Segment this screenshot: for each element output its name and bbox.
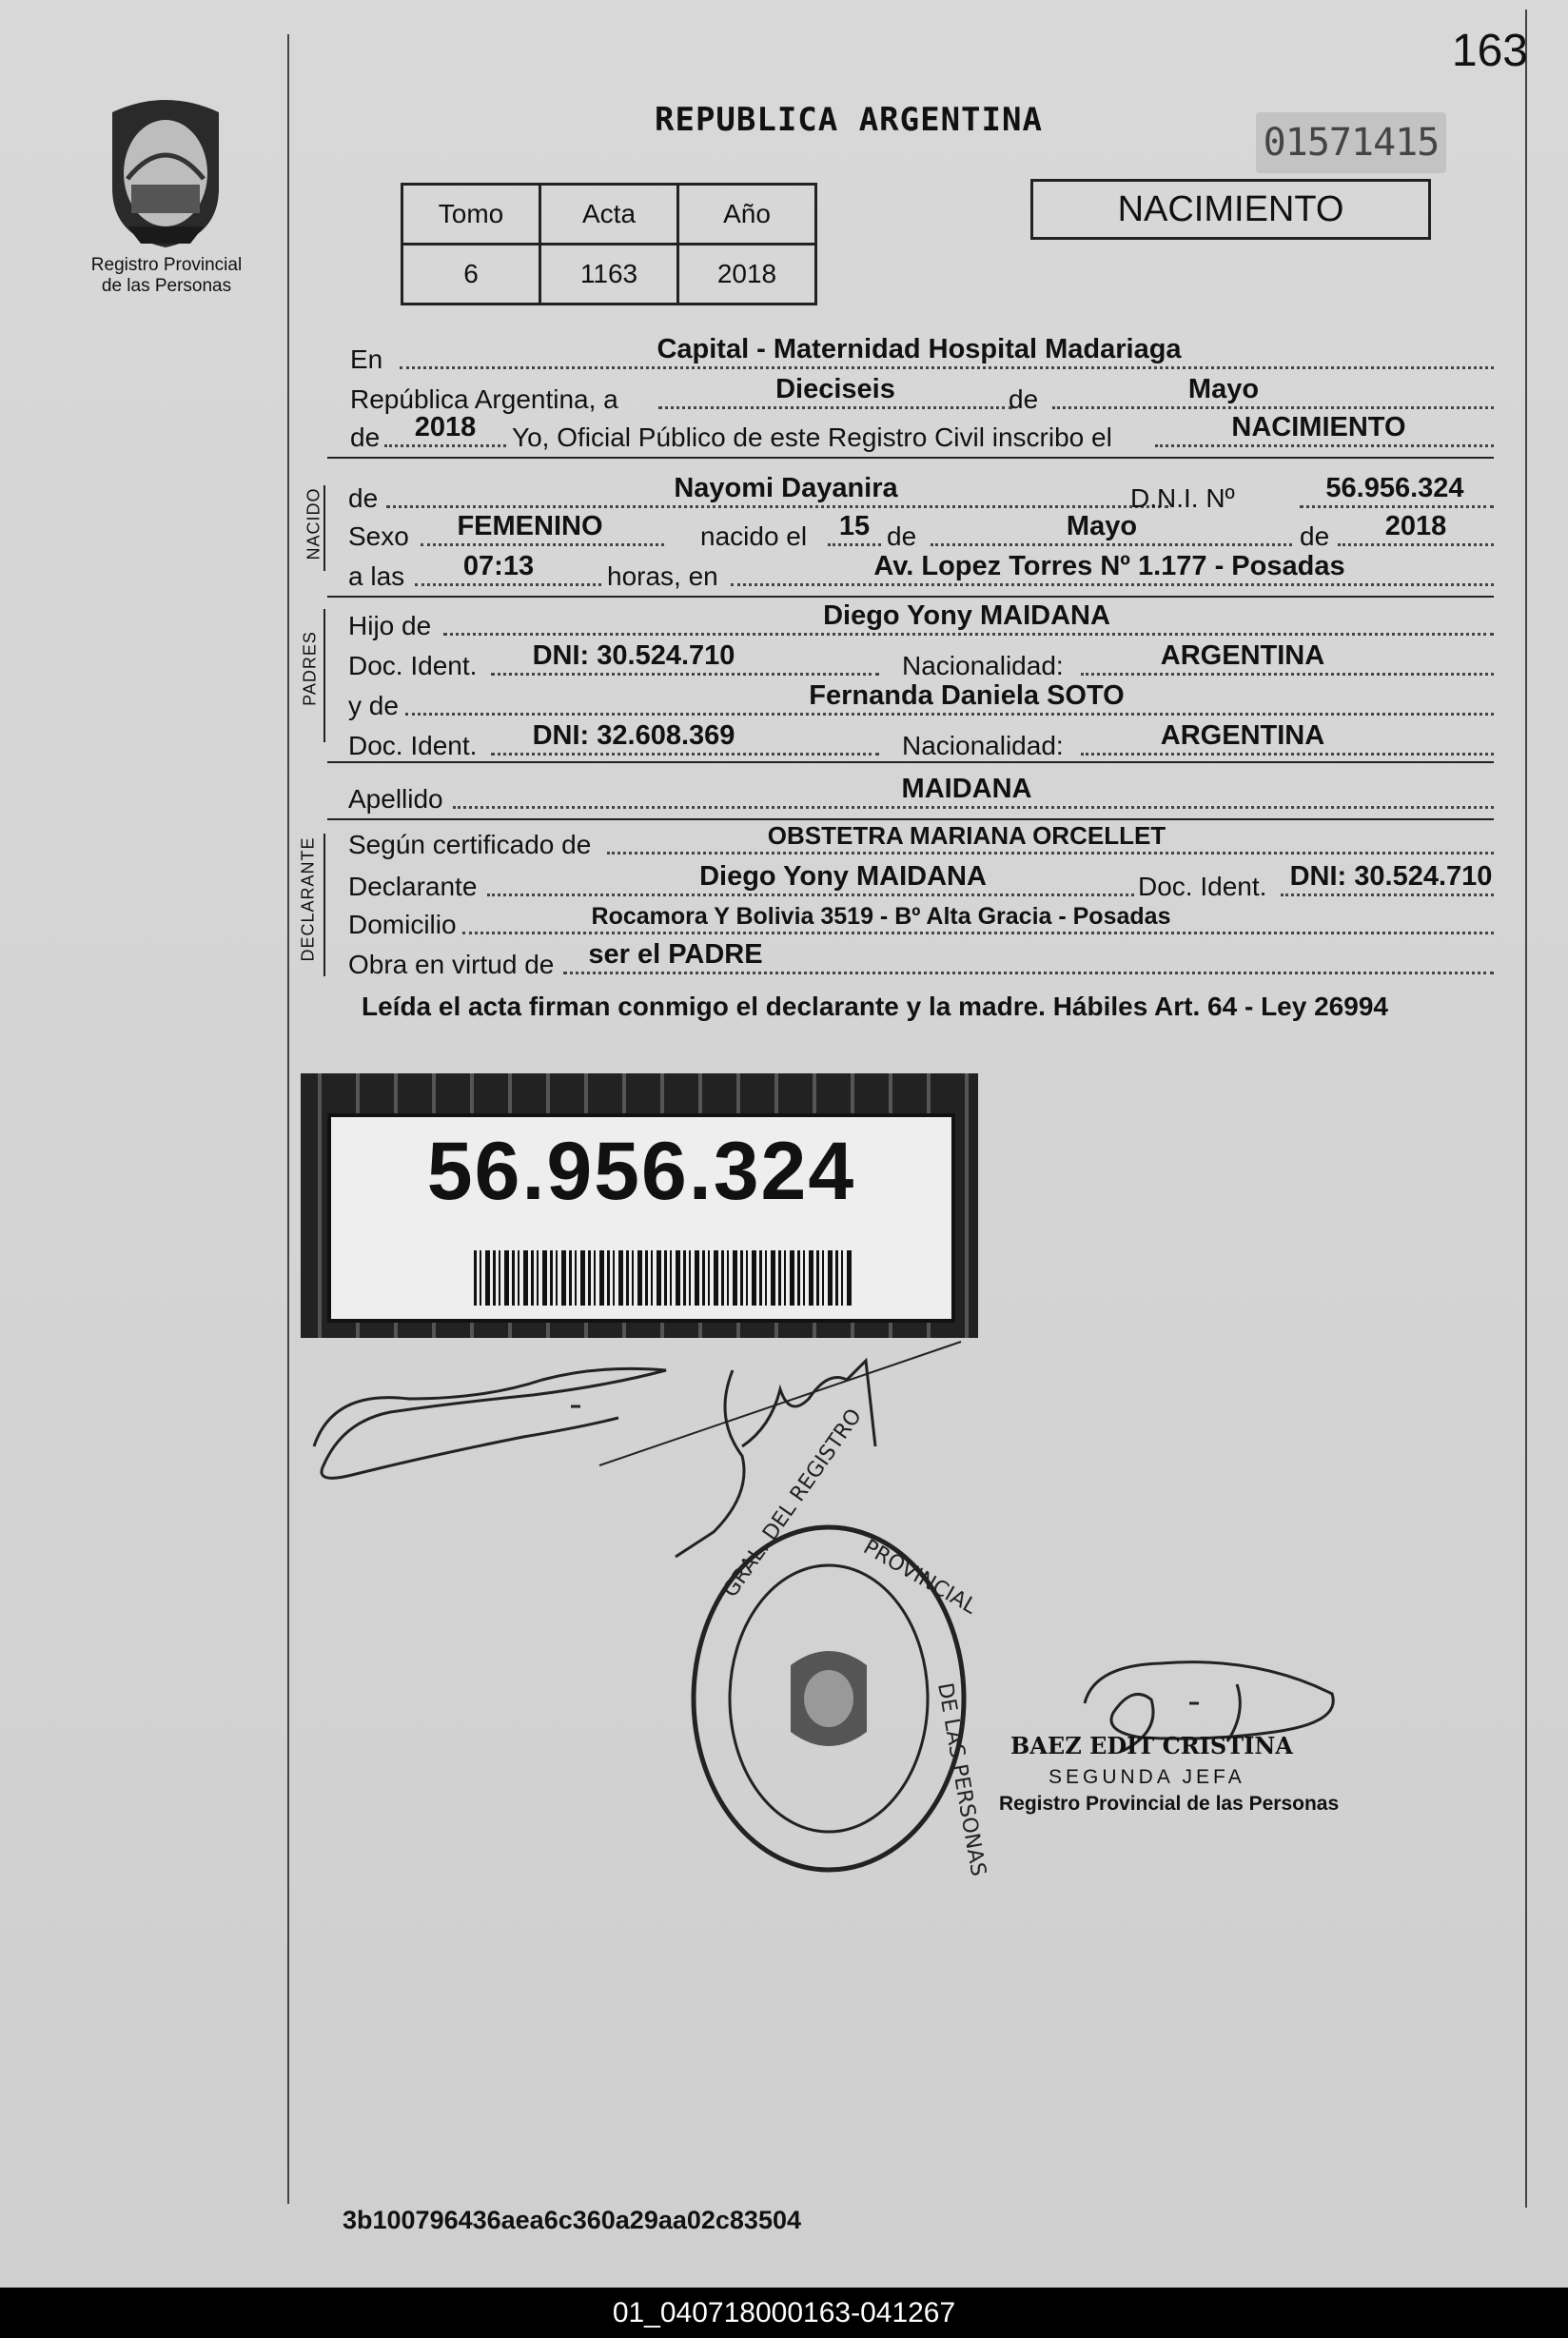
header-tomo: Tomo — [402, 185, 540, 245]
document-hash: 3b100796436aea6c360a29aa02c83504 — [343, 2206, 801, 2234]
section-bracket — [323, 485, 325, 571]
label-father-doc: Doc. Ident. — [348, 651, 478, 680]
row-certificado — [348, 822, 1494, 860]
label-declarante-doc: Doc. Ident. — [1138, 872, 1267, 901]
certificado-value: OBSTETRA MARIANA ORCELLET — [767, 821, 1166, 850]
left-margin-rule — [287, 34, 289, 2204]
label-dni: D.N.I. Nº — [1130, 483, 1235, 513]
section-divider — [327, 761, 1494, 763]
dotted-line — [731, 583, 1494, 586]
row-place — [348, 334, 1494, 375]
dni-sticker-inner — [327, 1113, 955, 1323]
label-a-las: a las — [348, 561, 405, 591]
dotted-line — [421, 543, 664, 546]
row-father-doc — [348, 640, 1494, 681]
label-sexo: Sexo — [348, 521, 409, 551]
closing-note: Leída el acta firman conmigo el declarante y la madre. Hábiles Art. 64 - Ley 26994 — [362, 992, 1388, 1021]
label-de: de — [348, 483, 379, 513]
dotted-line — [1155, 444, 1494, 447]
row-declarante — [348, 861, 1494, 902]
official-seal-icon — [681, 1405, 990, 1878]
row-obra — [348, 939, 1494, 980]
dotted-line — [405, 713, 1494, 716]
dotted-line — [386, 505, 1168, 508]
section-bracket — [323, 834, 325, 976]
registry-caption-line2: de las Personas — [101, 276, 232, 296]
row-mother-doc — [348, 720, 1494, 761]
label-mother-nationality: Nacionalidad: — [902, 731, 1064, 760]
dotted-line — [491, 753, 879, 756]
label-y-de: y de — [348, 691, 399, 720]
official-name: BAEZ EDIT CRISTINA — [1010, 1732, 1293, 1759]
row-nacido-sex — [348, 511, 1494, 552]
declarante-name-value: Diego Yony MAIDANA — [699, 861, 987, 892]
label-horas: horas, en — [607, 561, 718, 591]
svg-text:PROVINCIAL: PROVINCIAL — [859, 1535, 981, 1620]
country-title: REPUBLICA ARGENTINA — [655, 101, 1043, 139]
section-divider — [327, 818, 1494, 820]
dotted-line — [415, 583, 601, 586]
row-father-name — [348, 600, 1494, 641]
header-acta: Acta — [540, 185, 678, 245]
label-mother-doc: Doc. Ident. — [348, 731, 478, 760]
barcode-icon — [474, 1250, 854, 1306]
label-certificado: Según certificado de — [348, 830, 592, 859]
serial-number: 01571415 — [1256, 112, 1446, 173]
dotted-line — [1300, 505, 1494, 508]
child-name-value: Nayomi Dayanira — [674, 473, 898, 503]
day-value: Dieciseis — [775, 374, 895, 404]
time-value: 07:13 — [462, 551, 535, 581]
birth-year-value: 2018 — [1384, 511, 1447, 541]
domicilio-value: Rocamora Y Bolivia 3519 - Bº Alta Gracia - Posadas — [591, 903, 1171, 930]
child-dni-value: 56.956.324 — [1325, 473, 1464, 503]
row-year — [348, 412, 1494, 453]
dotted-line — [563, 972, 1494, 974]
label-declarante: Declarante — [348, 872, 478, 901]
scan-id-bar — [0, 2288, 1568, 2338]
page-number: 163 — [1451, 26, 1528, 76]
birth-place-value: Av. Lopez Torres Nº 1.177 - Posadas — [873, 551, 1345, 581]
dotted-line — [491, 673, 879, 676]
mother-nationality-value: ARGENTINA — [1160, 720, 1325, 751]
declarante-doc-value: DNI: 30.524.710 — [1289, 861, 1493, 892]
value-ano: 2018 — [678, 245, 816, 305]
row-date — [348, 374, 1494, 415]
official-organization: Registro Provincial de las Personas — [999, 1793, 1340, 1815]
record-type-box: NACIMIENTO — [1030, 179, 1431, 240]
dotted-line — [487, 894, 1134, 896]
label-de-month: de — [1009, 384, 1039, 414]
place-value: Capital - Maternidad Hospital Madariaga — [657, 334, 1182, 364]
month-value: Mayo — [1187, 374, 1260, 404]
inscribe-type-value: NACIMIENTO — [1231, 412, 1406, 442]
row-apellido — [348, 776, 1494, 815]
dotted-line — [1052, 406, 1494, 409]
father-name-value: Diego Yony MAIDANA — [823, 600, 1110, 631]
label-father-nationality: Nacionalidad: — [902, 651, 1064, 680]
registry-caption — [76, 255, 257, 297]
section-divider — [327, 457, 1494, 459]
birth-month-value: Mayo — [1066, 511, 1138, 541]
section-label-padres: PADRES — [300, 631, 320, 706]
dotted-line — [1338, 543, 1494, 546]
value-tomo: 6 — [402, 245, 540, 305]
record-table-header — [402, 185, 816, 245]
record-table — [401, 183, 817, 305]
svg-text:GRAL. DEL REGISTRO: GRAL. DEL REGISTRO — [718, 1405, 868, 1602]
dni-sticker-number: 56.956.324 — [426, 1126, 856, 1217]
birth-day-value: 15 — [838, 511, 871, 541]
record-table-values — [402, 245, 816, 305]
section-label-nacido: NACIDO — [304, 487, 323, 560]
official-role: SEGUNDA JEFA — [1049, 1766, 1245, 1788]
dotted-line — [400, 366, 1494, 369]
label-republica: República Argentina, a — [350, 384, 618, 414]
sexo-value: FEMENINO — [457, 511, 603, 541]
label-en: En — [350, 344, 383, 374]
mother-doc-value: DNI: 32.608.369 — [532, 720, 735, 751]
father-doc-value: DNI: 30.524.710 — [532, 640, 735, 671]
registry-caption-line1: Registro Provincial — [90, 255, 243, 275]
dotted-line — [1281, 894, 1494, 896]
label-nacido-el: nacido el — [700, 521, 808, 551]
dotted-line — [658, 406, 1012, 409]
right-margin-rule — [1525, 10, 1527, 2208]
header-ano: Año — [678, 185, 816, 245]
svg-text:DE LAS PERSONAS: DE LAS PERSONAS — [932, 1680, 990, 1878]
mother-name-value: Fernanda Daniela SOTO — [809, 680, 1125, 711]
dotted-line — [607, 852, 1494, 855]
row-nacido-name — [348, 473, 1494, 514]
label-yo: Yo, Oficial Público de este Registro Civil inscribo el — [512, 422, 1112, 452]
row-domicilio — [348, 902, 1494, 940]
label-hijo: Hijo de — [348, 611, 432, 640]
dotted-line — [443, 633, 1494, 636]
dotted-line — [828, 543, 881, 546]
label-obra: Obra en virtud de — [348, 950, 555, 979]
dotted-line — [453, 806, 1494, 809]
label-de-birth-year: de — [1300, 521, 1330, 551]
label-de-year: de — [350, 422, 381, 452]
scan-id: 01_040718000163-041267 — [612, 2296, 956, 2328]
year-value: 2018 — [414, 412, 477, 442]
dotted-line — [462, 932, 1494, 934]
dotted-line — [1081, 673, 1494, 676]
row-nacido-time — [348, 551, 1494, 592]
label-apellido: Apellido — [348, 784, 443, 814]
section-bracket — [323, 609, 325, 742]
dni-sticker — [301, 1073, 978, 1338]
dotted-line — [1081, 753, 1494, 756]
dotted-line — [931, 543, 1292, 546]
row-mother-name — [348, 680, 1494, 721]
label-domicilio: Domicilio — [348, 910, 457, 939]
section-divider — [327, 596, 1494, 598]
obra-value: ser el PADRE — [588, 939, 763, 970]
dotted-line — [384, 444, 506, 447]
apellido-value: MAIDANA — [901, 774, 1032, 804]
label-de-birth-month: de — [887, 521, 917, 551]
section-label-declarante: DECLARANTE — [298, 836, 318, 962]
father-nationality-value: ARGENTINA — [1160, 640, 1325, 671]
value-acta: 1163 — [540, 245, 678, 305]
province-shield-icon — [99, 93, 232, 250]
